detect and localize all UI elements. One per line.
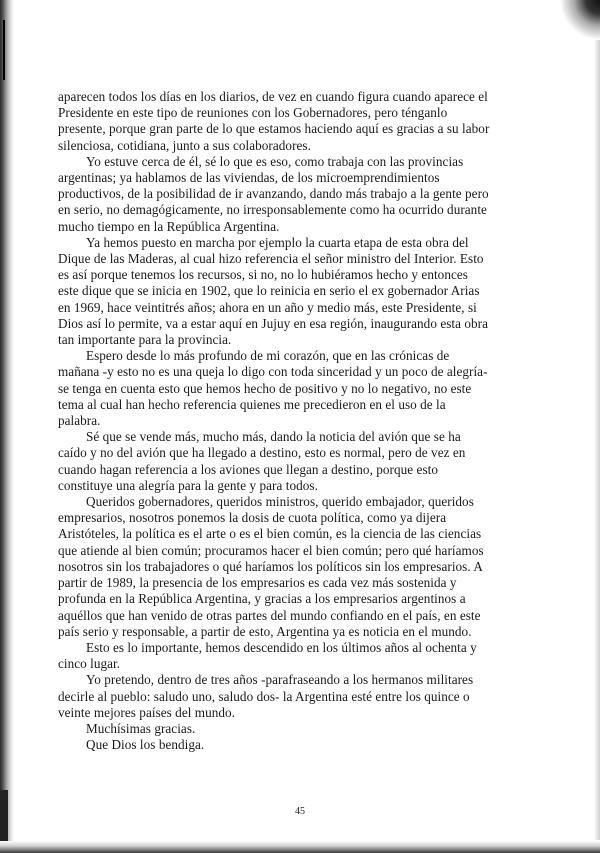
scan-bottom-edge bbox=[0, 841, 600, 853]
page-number: 45 bbox=[295, 806, 305, 817]
scan-binding-edge bbox=[0, 0, 14, 853]
page-body bbox=[58, 89, 490, 753]
paragraph: Queridos gobernadores, queridos ministros, querido embajador, queridos empresarios, nosotros ponemos la dosis de cuota política, como ya dijera Aristóteles, la política es el arte o es el bien común, es la ciencia de las ciencias que atiende al bien común; procuramos hacer el bien común; pero qué haríamos nosotros sin los trabajadores o qué haríamos los políticos sin los empresarios. A partir de 1989, la presencia de los empresarios es cada vez más sostenida y profunda en la República Argentina, y gracias a los empresarios argentinos a aquéllos que han venido de otras partes del mundo confiando en el país, en este país serio y responsable, a partir de esto, Argentina ya es noticia en el mundo. bbox=[58, 494, 484, 639]
scan-right-edge bbox=[594, 40, 600, 840]
paragraph: aparecen todos los días en los diarios, de vez en cuando figura cuando aparece el Presidente en este tipo de reuniones con los Gobernadores, pero ténganlo presente, porque gran parte de lo que estamos haciendo aquí es gracias a su labor silenciosa, cotidiana, junto a sus colaboradores. bbox=[58, 89, 490, 153]
paragraph: Muchísimas gracias. bbox=[86, 720, 196, 736]
paragraph: Yo estuve cerca de él, sé lo que es eso, como trabaja con las provincias argentinas; ya hablamos de las viviendas, de los microemprendimientos productivos, de la posibilidad de ir avanzando, dando más trabajo a la gente pero en serio, no demagógicamente, no irresponsablemente como ha ocurrido durante mucho tiempo en la República Argentina. bbox=[58, 153, 489, 234]
scan-corner-shadow bbox=[560, 0, 600, 40]
paragraph: Yo pretendo, dentro de tres años -parafraseando a los hermanos militares decirle al pueblo: saludo uno, saludo dos- la Argentina esté entre los quince o veinte mejores países del mundo. bbox=[58, 672, 474, 720]
paragraph: Esto es lo importante, hemos descendido en los últimos años al ochenta y cinco lugar. bbox=[58, 639, 477, 672]
paragraph: Que Dios los bendiga. bbox=[86, 737, 205, 753]
paragraph: Espero desde lo más profundo de mi corazón, que en las crónicas de mañana -y esto no es una queja lo digo con toda sinceridad y un poco de alegría- se tenga en cuenta esto que hemos hecho de positivo y no lo negativo, no este tema al cual han hecho referencia quienes me precedieron en el uso de la palabra. bbox=[58, 348, 488, 429]
paragraph: Ya hemos puesto en marcha por ejemplo la cuarta etapa de esta obra del Dique de las Maderas, al cual hizo referencia el señor ministro del Interior. Esto es así porque tenemos los recursos, si no, no lo hubiéramos hecho y entonces este dique que se inicia en 1902, que lo reinicia en serio el ex gobernador Arias en 1969, hace veintitrés años; ahora en un año y medio más, este Presidente, si Dios así lo permite, va a estar aquí en Jujuy en esa región, inaugurando esta obra tan importante para la provincia. bbox=[58, 234, 488, 348]
scan-mark bbox=[3, 20, 5, 80]
paragraph: Sé que se vende más, mucho más, dando la noticia del avión que se ha caído y no del avión que ha llegado a destino, esto es normal, pero de vez en cuando hagan referencia a los aviones que llegan a destino, porque esto constituye una alegría para la gente y para todos. bbox=[58, 429, 466, 493]
